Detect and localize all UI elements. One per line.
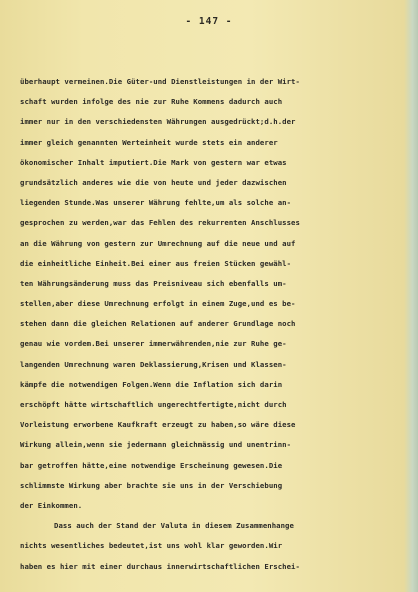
text-line: immer gleich genannten Werteinheit wurde stets ein anderer bbox=[20, 137, 278, 147]
text-line: der Einkommen. bbox=[20, 500, 83, 510]
text-line: an die Währung von gestern zur Umrechnung auf die neue und auf bbox=[20, 238, 296, 248]
text-line-paragraph-start: Dass auch der Stand der Valuta in diesem Zusammenhange bbox=[54, 521, 294, 531]
text-line: überhaupt vermeinen.Die Güter-und Dienstleistungen in der Wirt- bbox=[20, 77, 300, 86]
text-line: die einheitliche Einheit.Bei einer aus freien Stücken gewähl- bbox=[20, 258, 292, 268]
text-line: liegenden Stunde.Was unserer Währung fehlte,um als solche an- bbox=[20, 198, 292, 208]
text-line: gesprochen zu werden,war das Fehlen des rekurrenten Anschlusses bbox=[20, 218, 300, 228]
text-line: stellen,aber diese Umrechnung erfolgt in einem Zuge,und es be- bbox=[20, 299, 296, 309]
text-line: haben es hier mit einer durchaus innerwirtschaftlichen Erschei- bbox=[20, 561, 300, 571]
text-line: Vorleistung erworbene Kaufkraft erzeugt zu haben,so wäre diese bbox=[20, 420, 296, 430]
text-line: bar getroffen hätte,eine notwendige Erscheinung gewesen.Die bbox=[20, 460, 283, 470]
text-line: ökonomischer Inhalt imputiert.Die Mark von gestern war etwas bbox=[20, 157, 287, 167]
text-line: schlimmste Wirkung aber brachte sie uns in der Verschiebung bbox=[20, 480, 283, 490]
text-line: stehen dann die gleichen Relationen auf anderer Grundlage noch bbox=[20, 319, 296, 329]
text-line: immer nur in den verschiedensten Währungen ausgedrückt;d.h.der bbox=[20, 117, 296, 127]
page-edge-shadow bbox=[404, 0, 418, 592]
page-number: - 147 - bbox=[185, 16, 233, 27]
text-line: Wirkung allein,wenn sie jedermann gleichmässig und unentrinn- bbox=[20, 440, 292, 450]
text-line: nichts wesentliches bedeutet,ist uns wohl klar geworden.Wir bbox=[20, 541, 283, 551]
document-body bbox=[20, 72, 398, 577]
text-line: erschöpft hätte wirtschaftlich ungerechtfertigte,nicht durch bbox=[20, 400, 287, 409]
text-line: kämpfe die notwendigen Folgen.Wenn die Inflation sich darin bbox=[20, 379, 283, 389]
text-line: schaft wurden infolge des nie zur Ruhe Kommens dadurch auch bbox=[20, 97, 283, 107]
text-line: ten Währungsänderung muss das Preisniveau sich ebenfalls um- bbox=[20, 278, 287, 288]
text-line: genau wie vordem.Bei unserer immerwährenden,nie zur Ruhe ge- bbox=[20, 339, 287, 349]
text-line: grundsätzlich anderes wie die von heute und jeder dazwischen bbox=[20, 177, 287, 187]
text-line: langenden Umrechnung waren Deklassierung,Krisen und Klassen- bbox=[20, 359, 287, 369]
